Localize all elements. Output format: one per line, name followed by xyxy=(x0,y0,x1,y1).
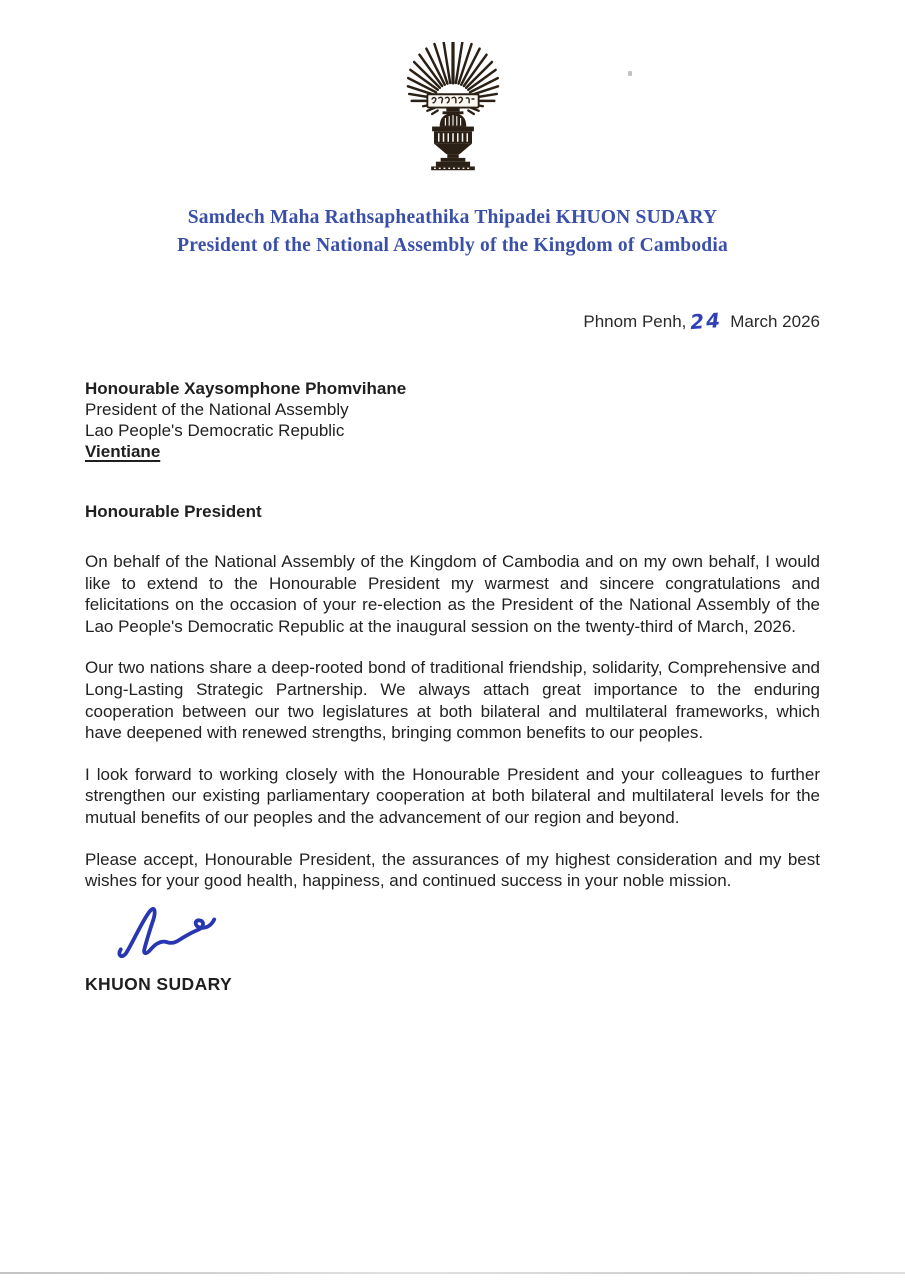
emblem-urn xyxy=(431,108,475,171)
scan-speck xyxy=(628,71,632,76)
body-paragraph-1: On behalf of the National Assembly of the Kingdom of Cambodia and on my own behalf, I would like to extend to the Honourable President my warmest and sincere congratulations and felicitations on the occasion of your re-election as the President of the National Assembly of the Lao People's Democratic Republic at the inaugural session on the twenty-third of March, 2026. xyxy=(85,552,820,636)
dateline-place: Phnom Penh, xyxy=(583,312,687,331)
letterhead xyxy=(0,204,905,260)
national-assembly-emblem xyxy=(394,42,512,194)
dateline-rest: March 2026 xyxy=(730,312,820,331)
signer-name: KHUON SUDARY xyxy=(85,973,233,994)
letterhead-line2: President of the National Assembly of the Kingdom of Cambodia xyxy=(177,235,728,256)
signature xyxy=(0,902,905,966)
salutation: Honourable President xyxy=(85,502,262,521)
scan-bottom-edge xyxy=(0,1272,905,1274)
letterhead-line1: Samdech Maha Rathsapheathika Thipadei KHUON SUDARY xyxy=(187,207,718,228)
dateline xyxy=(0,307,905,335)
signature-ink xyxy=(108,902,226,966)
body-paragraph-2: Our two nations share a deep-rooted bond of traditional friendship, solidarity, Comprehensive and Long-Lasting Strategic Partnership. We always attach great importance to the enduring cooperation between our two legislatures at both bilateral and multilateral frameworks, which have deepened with renewed strengths, bringing common benefits to our peoples. xyxy=(85,658,820,743)
body-paragraph-3: I look forward to working closely with the Honourable President and your colleagues to further strengthen our existing parliamentary cooperation at both bilateral and multilateral levels for the mutual benefits of our peoples and the advancement of our region and beyond. xyxy=(85,764,820,827)
body-paragraph-4: Please accept, Honourable President, the assurances of my highest consideration and my best wishes for your good health, happiness, and continued success in your noble mission. xyxy=(85,849,820,891)
handwritten-day: 24 xyxy=(689,307,724,335)
recipient-city: Vientiane xyxy=(85,442,161,461)
emblem-graphic xyxy=(394,42,512,194)
recipient-state: Lao People's Democratic Republic xyxy=(85,421,345,440)
recipient-name: Honourable Xaysomphone Phomvihane xyxy=(85,379,407,398)
recipient-title: President of the National Assembly xyxy=(85,400,349,419)
recipient-block xyxy=(0,378,905,462)
